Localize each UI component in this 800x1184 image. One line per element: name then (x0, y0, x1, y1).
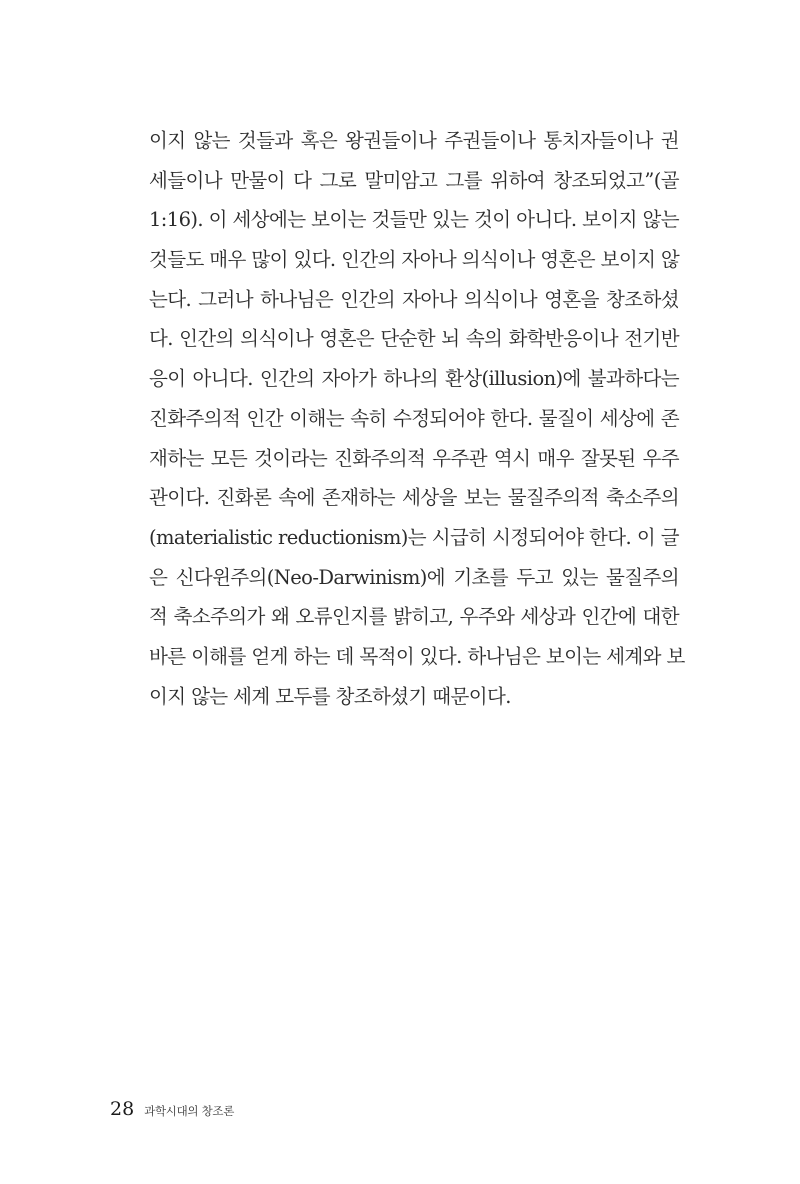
text-line: 다. 인간의 의식이나 영혼은 단순한 뇌 속의 화학반응이나 전기반 (149, 327, 679, 351)
text-line: 진화주의적 인간 이해는 속히 수정되어야 한다. 물질이 세상에 존 (149, 406, 679, 430)
text-line: 적 축소주의가 왜 오류인지를 밝히고, 우주와 세상과 인간에 대한 (149, 605, 679, 629)
text-line: 는다. 그러나 하나님은 인간의 자아나 의식이나 영혼을 창조하셨 (149, 287, 679, 311)
page-footer (110, 1098, 234, 1128)
text-line: 1:16). 이 세상에는 보이는 것들만 있는 것이 아니다. 보이지 않는 (149, 208, 679, 232)
text-line: 응이 아니다. 인간의 자아가 하나의 환상(illusion)에 불과하다는 (149, 367, 679, 391)
running-title: 과학시대의 창조론 (144, 1104, 235, 1118)
text-line: 이지 않는 세계 모두를 창조하셨기 때문이다. (149, 684, 511, 708)
text-line: 재하는 모든 것이라는 진화주의적 우주관 역시 매우 잘못된 우주 (149, 446, 679, 470)
text-line: 것들도 매우 많이 있다. 인간의 자아나 의식이나 영혼은 보이지 않 (149, 248, 680, 272)
text-line: 관이다. 진화론 속에 존재하는 세상을 보는 물질주의적 축소주의 (149, 486, 679, 510)
text-line: 세들이나 만물이 다 그로 말미암고 그를 위하여 창조되었고”(골 (149, 168, 679, 192)
body-text (149, 121, 685, 716)
text-line: (materialistic reductionism)는 시급히 시정되어야 한다. 이 글 (149, 525, 679, 549)
text-line: 이지 않는 것들과 혹은 왕권들이나 주권들이나 통치자들이나 권 (149, 129, 679, 152)
text-line: 은 신다윈주의(Neo-Darwinism)에 기초를 두고 있는 물질주의 (149, 565, 679, 589)
page-number: 28 (110, 1098, 135, 1120)
text-line: 바른 이해를 얻게 하는 데 목적이 있다. 하나님은 보이는 세계와 보 (149, 644, 685, 668)
